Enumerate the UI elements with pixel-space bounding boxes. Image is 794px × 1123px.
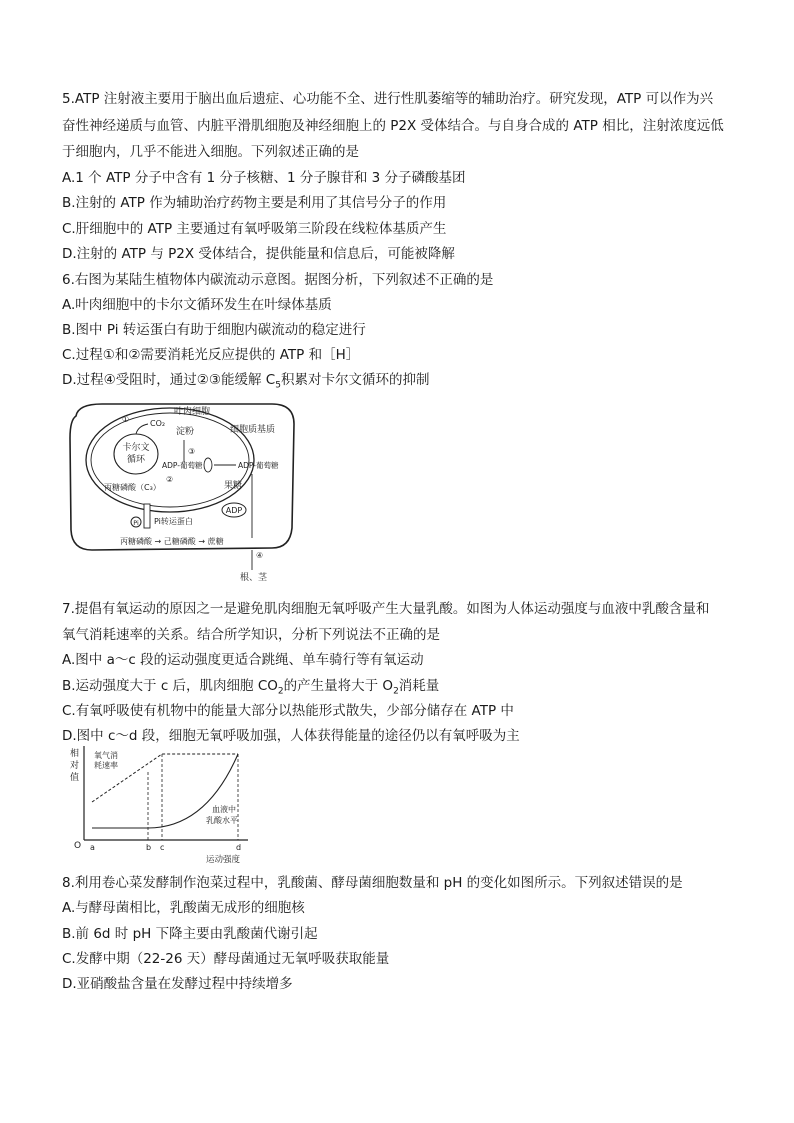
lactate-label-1: 血液中 <box>212 805 236 814</box>
calvin-label-2: 循环 <box>126 455 146 465</box>
q5-stem-line3: 于细胞内，几乎不能进入细胞。下列叙述正确的是 <box>62 144 359 160</box>
adp-glucose-in-label: ADP-葡萄糖 <box>162 461 203 470</box>
q7-option-b-suffix: 消耗量 <box>398 678 440 694</box>
step4-label: ④ <box>256 551 264 560</box>
q6-option-b: B.图中 Pi 转运蛋白有助于细胞内碳流动的稳定进行 <box>62 322 366 338</box>
q6-option-d <box>62 371 742 395</box>
y-axis-label-1: 相 <box>70 749 80 759</box>
adp-label: ADP <box>225 506 243 515</box>
q7-option-b-prefix: B.运动强度大于 c 后，肌肉细胞 CO <box>62 678 278 694</box>
q7-stem-line1: 7.提倡有氧运动的原因之一是避免肌肉细胞无氧呼吸产生大量乳酸。如图为人体运动强度与血液中乳酸含量和 <box>62 601 710 617</box>
q5-option-b: B.注射的 ATP 作为辅助治疗药物主要是利用了其信号分子的作用 <box>62 195 447 211</box>
q6-stem: 6.右图为某陆生植物体内碳流动示意图。据图分析，下列叙述不正确的是 <box>62 272 494 288</box>
y-axis-label-2: 对 <box>70 761 80 771</box>
calvin-label-1: 卡尔文 <box>122 443 150 453</box>
q7-option-b-mid: 的产生量将大于 O <box>283 678 394 694</box>
q8-option-b: B.前 6d 时 pH 下降主要由乳酸菌代谢引起 <box>62 926 318 942</box>
q5-option-d: D.注射的 ATP 与 P2X 受体结合，提供能量和信息后，可能被降解 <box>62 246 455 262</box>
q6-option-d-suffix: 积累对卡尔文循环的抑制 <box>280 372 430 388</box>
bottom-chain-label: 丙糖磷酸 → 己糖磷酸 → 蔗糖 <box>120 537 224 546</box>
q7-option-c: C.有氧呼吸使有机物中的能量大部分以热能形式散失，少部分储存在 ATP 中 <box>62 703 514 719</box>
exercise-intensity-svg <box>66 744 256 866</box>
lactate-label-2: 乳酸水平 <box>206 816 238 825</box>
cytoplasm-label: 细胞质基质 <box>230 425 276 435</box>
q6-option-d-prefix: D.过程④受阻时，通过②③能缓解 C <box>62 372 276 388</box>
q7-stem-line2: 氧气消耗速率的关系。结合所学知识，分析下列说法不正确的是 <box>62 627 440 643</box>
q5-option-c: C.肝细胞中的 ATP 主要通过有氧呼吸第三阶段在线粒体基质产生 <box>62 221 447 237</box>
q5-stem-line2: 奋性神经递质与血管、内脏平滑肌细胞及神经细胞上的 P2X 受体结合。与自身合成的 ATP 相比，注射浓度远低 <box>62 118 724 134</box>
chloroplast-outline <box>86 408 254 512</box>
q7-option-a: A.图中 a～c 段的运动强度更适合跳绳、单车骑行等有氧运动 <box>62 652 424 668</box>
tick-c: c <box>160 843 165 852</box>
exercise-intensity-figure <box>66 744 256 866</box>
q7-option-b-sub1: 2 <box>277 686 284 697</box>
q5-stem-line1: 5.ATP 注射液主要用于脑出血后遗症、心功能不全、进行性肌萎缩等的辅助治疗。研究发现，ATP 可以作为兴 <box>62 91 714 107</box>
q7-option-d: D.图中 c～d 段，细胞无氧呼吸加强，人体获得能量的途径仍以有氧呼吸为主 <box>62 728 520 744</box>
calvin-cycle-circle <box>114 434 158 474</box>
pi-label: Pi <box>133 519 139 527</box>
q6-option-d-sub: 5 <box>275 380 281 391</box>
triose-phosphate-label: 丙糖磷酸（C₃） <box>104 483 161 492</box>
leaf-cell-label: 叶肉细胞 <box>174 407 211 417</box>
origin-label: O <box>74 841 82 851</box>
co2-label: CO₂ <box>150 419 166 428</box>
oxygen-label-2: 耗速率 <box>94 761 118 770</box>
tick-b: b <box>146 843 152 852</box>
q8-stem: 8.利用卷心菜发酵制作泡菜过程中，乳酸菌、酵母菌细胞数量和 pH 的变化如图所示。下列叙述错误的是 <box>62 875 683 891</box>
oxygen-label-1: 氧气消 <box>94 751 118 760</box>
q5-option-a: A.1 个 ATP 分子中含有 1 分子核糖、1 分子腺苷和 3 分子磷酸基团 <box>62 170 466 186</box>
tick-a: a <box>90 843 95 852</box>
co2-arrow <box>136 424 148 434</box>
q8-option-c: C.发酵中期（22-26 天）酵母菌通过无氧呼吸获取能量 <box>62 951 390 967</box>
carbon-flow-svg <box>62 398 302 584</box>
q8-option-d: D.亚硝酸盐含量在发酵过程中持续增多 <box>62 976 293 992</box>
transporter-channel <box>204 458 212 472</box>
root-stem-label: 根、茎 <box>240 573 268 583</box>
adp-glucose-out-label: ADP-葡萄糖 <box>238 461 279 470</box>
q6-option-a: A.叶肉细胞中的卡尔文循环发生在叶绿体基质 <box>62 297 332 313</box>
step2-label: ② <box>166 475 174 484</box>
step1-label: ① <box>122 415 130 424</box>
q8-option-a: A.与酵母菌相比，乳酸菌无成形的细胞核 <box>62 900 305 916</box>
q7-option-b <box>62 677 742 701</box>
tick-d: d <box>236 843 242 852</box>
y-axis-label-3: 值 <box>70 773 80 783</box>
q7-option-b-sub2: 2 <box>393 686 399 697</box>
starch-label: 淀粉 <box>176 427 195 437</box>
carbon-flow-diagram <box>62 398 302 584</box>
x-axis-label: 运动强度 <box>206 855 241 865</box>
pi-transporter-shape <box>144 504 150 528</box>
step3-label: ③ <box>188 447 196 456</box>
pi-transporter-label: Pi转运蛋白 <box>154 517 193 526</box>
fructose-label: 果糖 <box>224 481 243 491</box>
q6-option-c: C.过程①和②需要消耗光反应提供的 ATP 和［H］ <box>62 347 360 363</box>
